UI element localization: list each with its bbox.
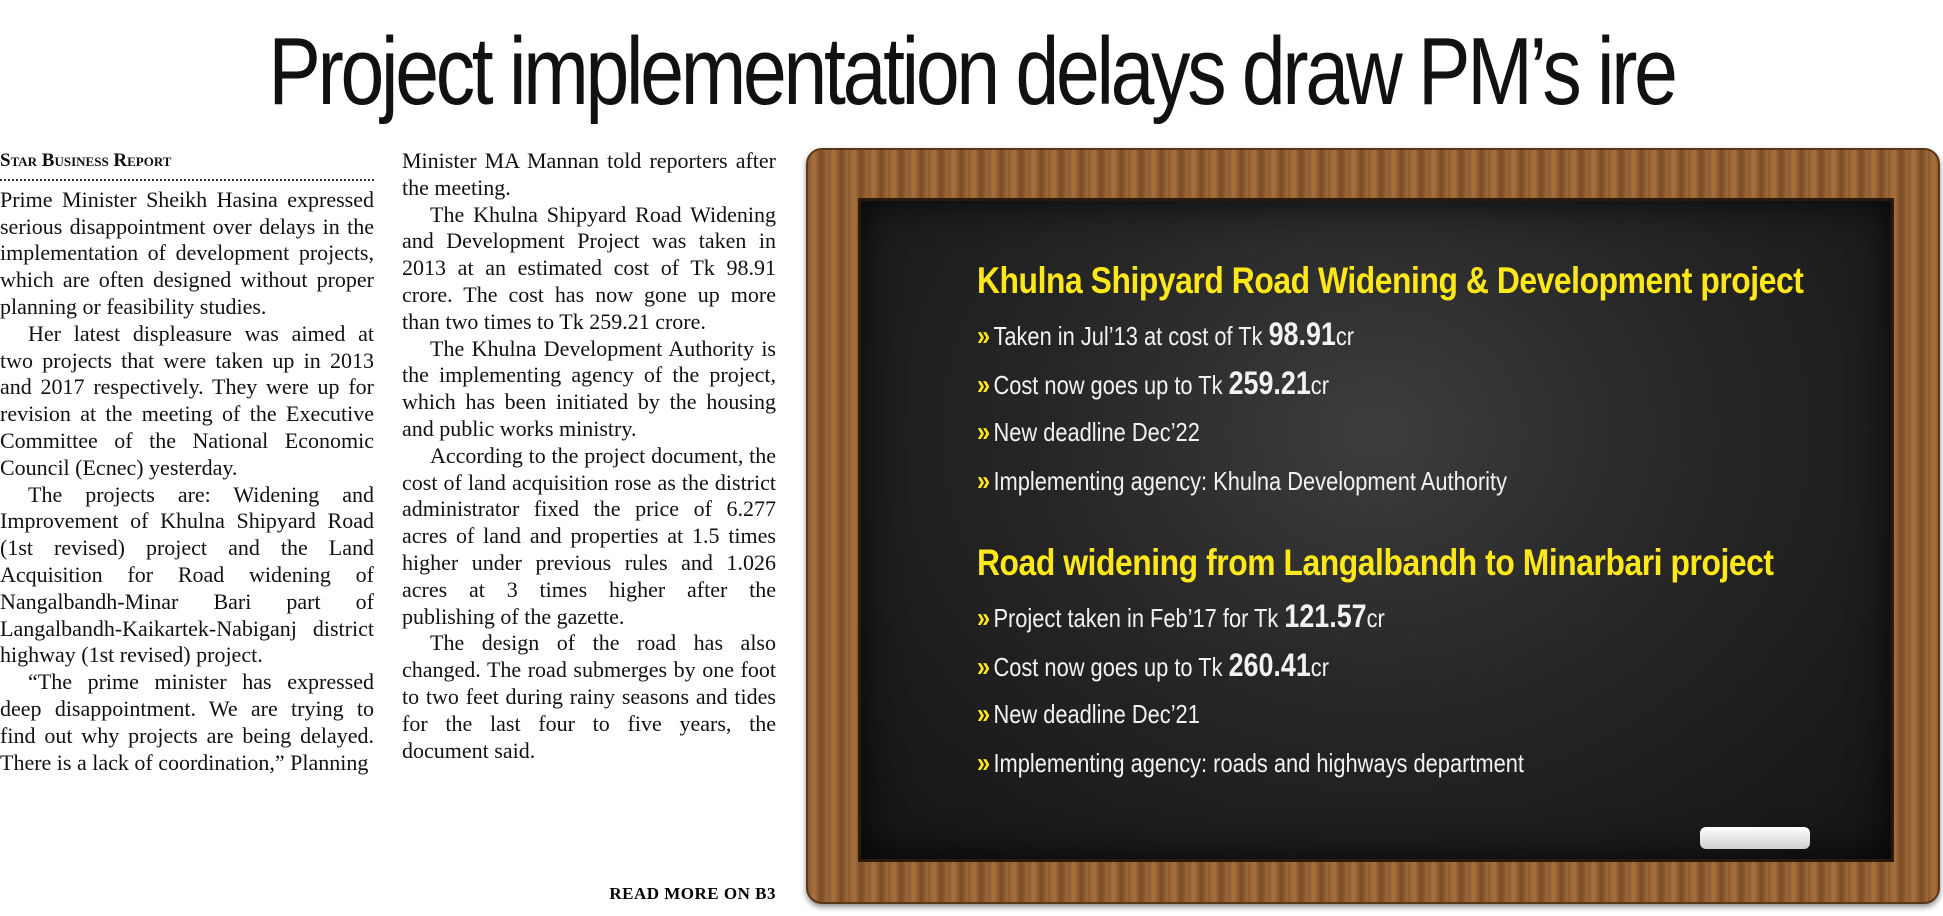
paragraph: The Khulna Development Authority is the implementing agency of the project, which has been initiated by the housing and public works ministry. [402,335,776,441]
read-more-link[interactable]: READ MORE ON B3 [609,884,776,903]
headline: Project implementation delays draw PM’s ire [268,18,1675,125]
paragraph: Prime Minister Sheikh Hasina expressed serious disappointment over delays in the implementation of development projects, which are often designed without proper planning or feasibility studies. [0,186,374,319]
paragraph: The Khulna Shipyard Road Widening and Development Project was taken in 2013 at an estimated cost of Tk 98.91 crore. The cost has now gone up more than two times to Tk 259.21 crore. [402,201,776,334]
double-chevron-icon: » [977,747,986,778]
chalkboard-frame [806,148,1940,904]
chalk-piece [1700,827,1810,849]
article-column-2 [402,148,776,764]
double-chevron-icon: » [977,698,986,729]
double-chevron-icon: » [977,369,986,400]
project1-title: Khulna Shipyard Road Widening & Development project [977,260,1804,301]
project2-item: » Project taken in Feb’17 for Tk 121.57cr [977,598,1385,634]
paragraph: According to the project document, the cost of land acquisition rose as the district administrator fixed the price of 6.277 acres of land and properties at 1.5 times higher under previous rules and 1.026 acres at 3 times higher after the publishing of the gazette. [402,442,776,629]
byline: Star Business Report [0,148,374,181]
double-chevron-icon: » [977,320,986,351]
project1-item: » Taken in Jul’13 at cost of Tk 98.91cr [977,316,1355,352]
project2-title: Road widening from Langalbandh to Minarbari project [977,542,1774,583]
double-chevron-icon: » [977,465,986,496]
double-chevron-icon: » [977,416,986,447]
paragraph: Minister MA Mannan told reporters after the meeting. [402,148,776,200]
article-column-1 [0,148,374,776]
project1-item: » New deadline Dec’22 [977,416,1200,447]
double-chevron-icon: » [977,602,986,633]
project2-item: » Cost now goes up to Tk 260.41cr [977,647,1329,683]
paragraph: The projects are: Widening and Improvement of Khulna Shipyard Road (1st revised) project and the Land Acquisition for Road widening of Nangalbandh-Minar Bari part of Langalbandh-Kaikartek-Nabiganj district highway (1st revised) project. [0,481,374,668]
paragraph: “The prime minister has expressed deep disappointment. We are trying to find out why projects are being delayed. There is a lack of coordination,” Planning [0,669,374,775]
double-chevron-icon: » [977,651,986,682]
paragraph: The design of the road has also changed. The road submerges by one foot to two feet during rainy seasons and tides for the last four to five years, the document said. [402,630,776,763]
chalkboard [858,198,1894,862]
paragraph: Her latest displeasure was aimed at two projects that were taken up in 2013 and 2017 respectively. They were up for revision at the meeting of the Executive Committee of the National Economic Council (Ecnec) yesterday. [0,320,374,480]
project1-item: » Implementing agency: Khulna Development Authority [977,465,1507,496]
project2-item: » New deadline Dec’21 [977,698,1200,729]
project1-item: » Cost now goes up to Tk 259.21cr [977,365,1329,401]
project2-item: » Implementing agency: roads and highways department [977,747,1524,778]
